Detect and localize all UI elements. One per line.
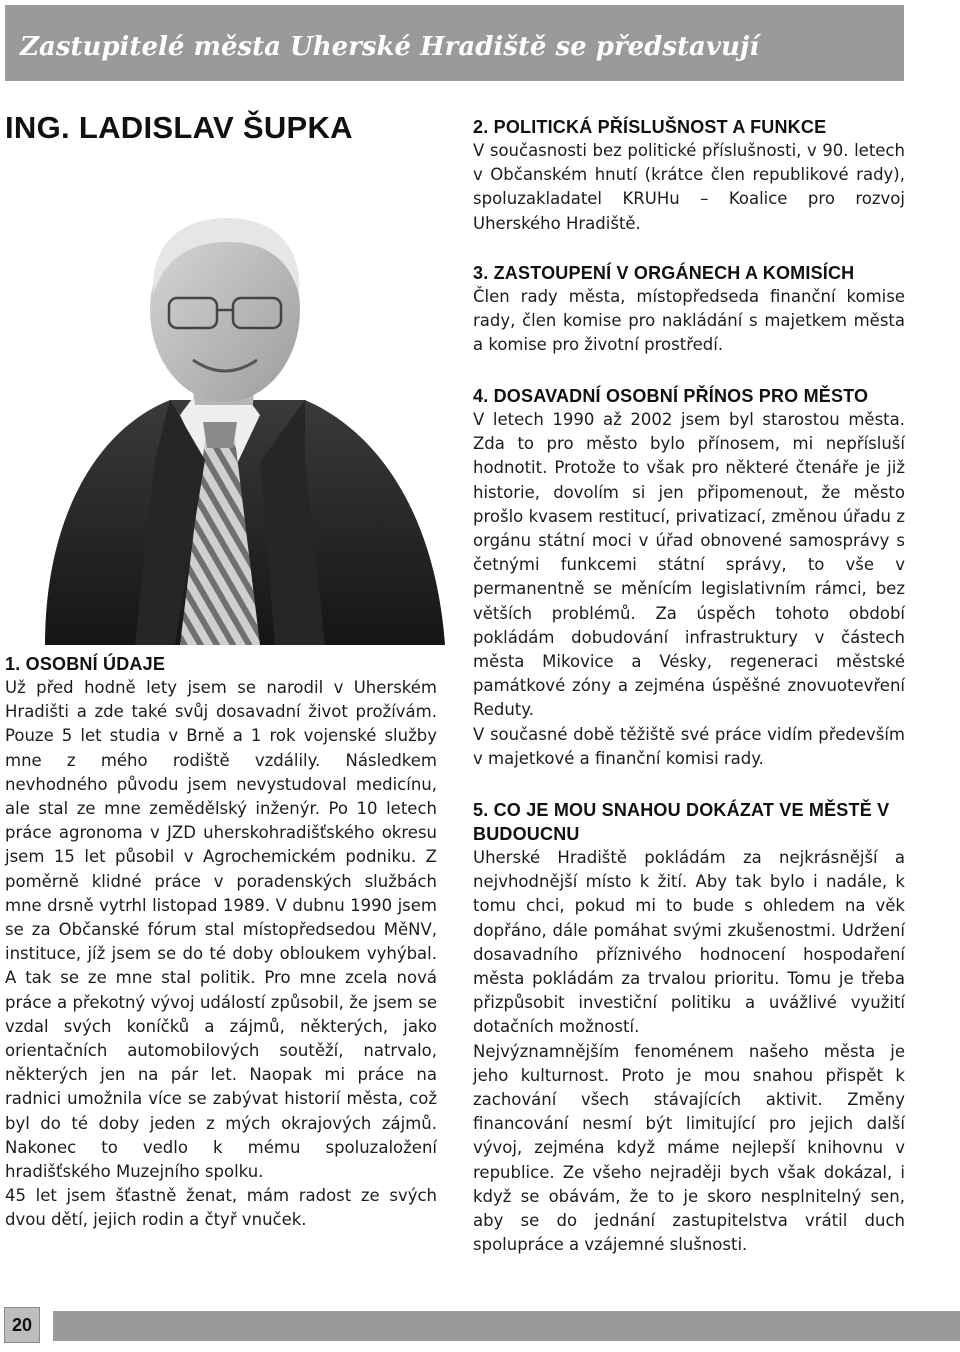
section-heading: 5. CO JE MOU SNAHOU DOKÁZAT VE MĚSTĚ V BUDOUCNU <box>473 800 890 844</box>
section-heading: 3. ZASTOUPENÍ V ORGÁNECH A KOMISÍCH <box>473 263 855 283</box>
footer-bar <box>53 1311 960 1341</box>
page-number: 20 <box>4 1307 40 1343</box>
section-paragraph: Uherské Hradiště pokládám za nejkrásnější a nejvhodnější místo k žití. Aby tak bylo i nadále, k tomu chci, pokud mi to bude s ohledem na věk dopřáno, dále pomáhat svými zkušenostmi. Udržení dosavadního příznivého hodnocení hospodaření města pokládám za trvalou prioritu. Tomu je třeba přizpůsobit investiční politiku a uvážlivé využití dotačních možností. <box>473 848 905 1037</box>
page-title: Zastupitelé města Uherské Hradiště se představují <box>20 32 760 62</box>
section-paragraph: 45 let jsem šťastně ženat, mám radost ze svých dvou dětí, jejich rodin a čtyř vnuček. <box>5 1186 437 1230</box>
section-paragraph: V současné době těžiště své práce vidím především v majetkové a finanční komisi rady. <box>473 724 905 768</box>
section-paragraph: Člen rady města, místopředseda finanční komise rady, člen komise pro nakládání s majetkem města a komise pro životní prostředí. <box>473 287 905 355</box>
section-personal-info <box>5 652 437 1233</box>
section-political-affiliation <box>473 115 905 236</box>
section-contribution <box>473 384 905 771</box>
portrait-photo <box>5 200 445 645</box>
section-paragraph: V současnosti bez politické příslušnosti, v 90. letech v Občanském hnutí (krátce člen republikové rady), spoluzakladatel KRUHu – Koalice pro rozvoj Uherského Hradiště. <box>473 141 905 233</box>
section-heading: 4. DOSAVADNÍ OSOBNÍ PŘÍNOS PRO MĚSTO <box>473 386 869 406</box>
tie-knot <box>203 422 237 448</box>
section-committees <box>473 261 905 358</box>
section-heading: 1. OSOBNÍ ÚDAJE <box>5 654 166 674</box>
section-heading: 2. POLITICKÁ PŘÍSLUŠNOST A FUNKCE <box>473 117 827 137</box>
section-paragraph: Nejvýznamnějším fenoménem našeho města je jeho kulturnost. Proto je mou snahou přispět k zachování všech stávajících aktivit. Změny financování nesmí být limitující pro jejich další vývoj, zejména když máme nejlepší knihovnu v republice. Ze všeho nejraději bych však dokázal, i když se obávám, že to je skoro nesplnitelný sen, aby se do jednání zastupitelstva vrátil duch spolupráce a vzájemné slušnosti. <box>473 1041 905 1255</box>
header-banner <box>5 5 904 81</box>
section-future-goals <box>473 798 905 1257</box>
person-name: ING. LADISLAV ŠUPKA <box>5 110 353 145</box>
section-paragraph: V letech 1990 až 2002 jsem byl starostou města. Zda to pro město bylo přínosem, mi nepřísluší hodnotit. Protože to však pro některé čtenáře je již historie, dovolím si jen připomenout, že město prošlo kvasem restitucí, privatizací, změnou úřadu z orgánu státní moci v úřad obnovené samosprávy s četnými funkcemi státní správy, to vše v permanentně se měnícím legislativním rámci, bez větších problémů. Za úspěch tohoto období pokládám dobudování infrastruktury v částech města Mikovice a Vésky, regeneraci městské památkové zóny a zejména úspěšné znovuotevření Reduty. <box>473 410 905 720</box>
section-paragraph: Už před hodně lety jsem se narodil v Uherském Hradišti a zde také svůj dosavadní život prožívám. Pouze 5 let studia v Brně a 1 rok vojenské služby mne z mého rodiště vzdálily. Následkem nevhodného původu jsem nevystudoval medicínu, ale stal ze mne zemědělský inženýr. Po 10 letech práce agronoma v JZD uherskohradišťského okresu jsem 15 let působil v Agrochemickém podniku. Z poměrně klidné práce v poradenských službách mne drsně vytrhl listopad 1989. V dubnu 1990 jsem se za Občanské fórum stal místopředsedou MěNV, instituce, jíž jsem se do té doby obloukem vyhýbal. A tak se ze mne stal politik. Pro mne zcela nová práce a překotný vývoj událostí způsobil, že jsem se vzdal svých koníčků a zájmů, některých, jako orientačních automobilových soutěží, natrvalo, některých jen na pár let. Naopak mi práce na radnici umožnila více se zabývat historií města, což byl do té doby jeden z mých okrajových zájmů. Nakonec to vedlo k mému spoluzaložení hradišťského Muzejního spolku. <box>5 678 437 1182</box>
